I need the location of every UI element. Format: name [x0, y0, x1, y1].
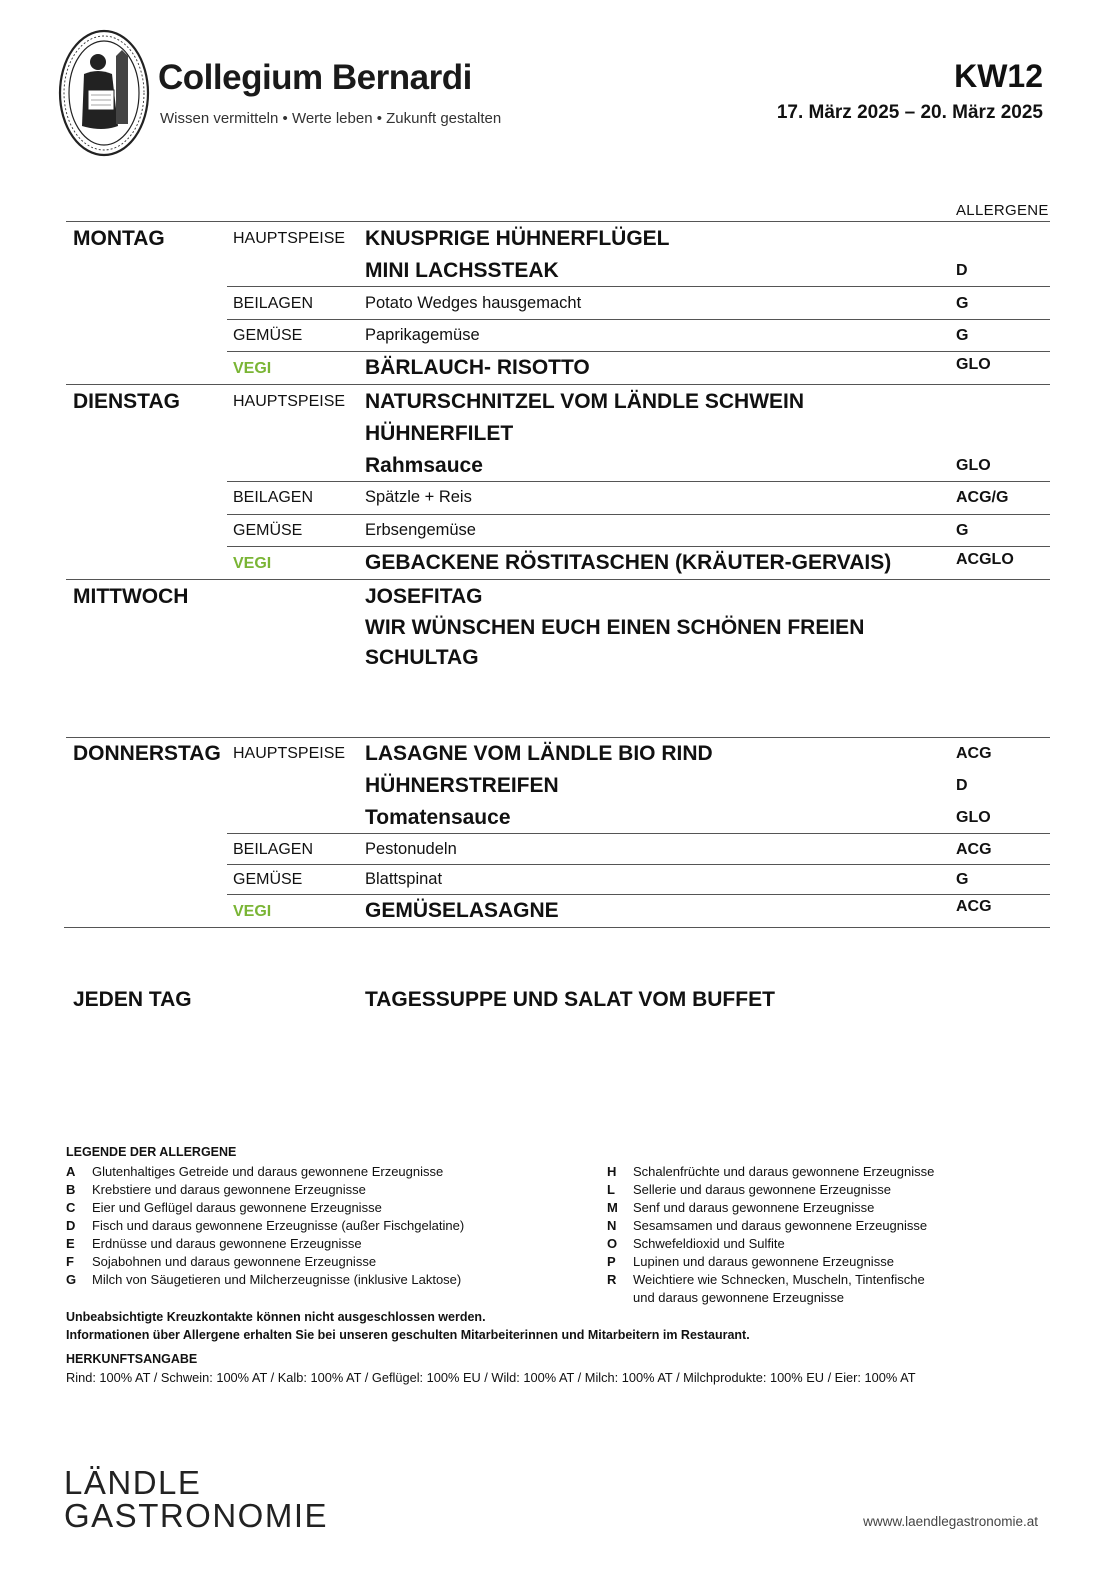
- allergen-code: G: [956, 871, 969, 888]
- laendle-gastronomie-logo: [64, 1466, 328, 1532]
- legend-title: LEGENDE DER ALLERGENE: [66, 1145, 237, 1159]
- day-label-montag: MONTAG: [73, 227, 165, 250]
- dish: Tomatensauce: [365, 806, 511, 829]
- divider: [227, 351, 1050, 352]
- college-seal-logo: [58, 28, 150, 158]
- divider: [66, 221, 1050, 222]
- allergen-code: GLO: [956, 457, 991, 474]
- daily-dish: TAGESSUPPE UND SALAT VOM BUFFET: [365, 988, 775, 1011]
- divider: [227, 481, 1050, 482]
- divider: [227, 864, 1050, 865]
- divider: [227, 319, 1050, 320]
- allergen-code: D: [956, 777, 968, 794]
- allergen-code: GLO: [956, 809, 991, 826]
- category-main: HAUPTSPEISE: [233, 393, 346, 410]
- allergen-code: D: [956, 262, 968, 279]
- dish: Spätzle + Reis: [365, 488, 472, 506]
- origin-title: HERKUNFTSANGABE: [66, 1352, 198, 1366]
- category-side: BEILAGEN: [233, 295, 314, 312]
- category-vegetable: GEMÜSE: [233, 871, 303, 888]
- allergen-code: ACGLO: [956, 551, 1014, 568]
- allergen-code: ACG: [956, 745, 992, 762]
- dish: Potato Wedges hausgemacht: [365, 294, 582, 312]
- dish: HÜHNERFILET: [365, 422, 514, 445]
- dish: NATURSCHNITZEL VOM LÄNDLE SCHWEIN: [365, 390, 805, 413]
- dish: Erbsengemüse: [365, 521, 476, 539]
- brand-tagline: Wissen vermitteln • Werte leben • Zukunft gestalten: [160, 110, 502, 127]
- dish: KNUSPRIGE HÜHNERFLÜGEL: [365, 227, 670, 250]
- category-vegi: VEGI: [233, 903, 272, 920]
- allergen-code: GLO: [956, 356, 991, 373]
- allergen-column-header: ALLERGENE: [956, 202, 1049, 219]
- holiday-note: JOSEFITAG: [365, 585, 483, 608]
- divider: [227, 546, 1050, 547]
- divider: [64, 927, 1050, 928]
- origin-text: Rind: 100% AT / Schwein: 100% AT / Kalb: 100% AT / Geflügel: 100% EU / Wild: 100% AT / Milch: 100% AT / Milchprodukte: 100% EU / Eier: 100% AT: [66, 1370, 916, 1385]
- allergen-code: G: [956, 327, 969, 344]
- divider: [66, 737, 1050, 738]
- divider: [66, 384, 1050, 385]
- week-number: KW12: [954, 58, 1043, 94]
- day-label-mittwoch: MITTWOCH: [73, 585, 189, 608]
- dish: LASAGNE VOM LÄNDLE BIO RIND: [365, 742, 713, 765]
- divider: [227, 286, 1050, 287]
- dish: Paprikagemüse: [365, 326, 480, 344]
- logo-line: GASTRONOMIE: [64, 1497, 329, 1534]
- brand-name: Collegium Bernardi: [158, 58, 472, 97]
- category-side: BEILAGEN: [233, 489, 314, 506]
- category-vegetable: GEMÜSE: [233, 327, 303, 344]
- divider: [66, 579, 1050, 580]
- dish: MINI LACHSSTEAK: [365, 259, 559, 282]
- category-main: HAUPTSPEISE: [233, 230, 346, 247]
- holiday-note: WIR WÜNSCHEN EUCH EINEN SCHÖNEN FREIEN: [365, 616, 865, 639]
- dish: Rahmsauce: [365, 454, 483, 477]
- divider: [227, 894, 1050, 895]
- dish: GEMÜSELASAGNE: [365, 899, 559, 922]
- dish: HÜHNERSTREIFEN: [365, 774, 559, 797]
- date-range: 17. März 2025 – 20. März 2025: [776, 102, 1043, 123]
- divider: [227, 833, 1050, 834]
- logo-line: LÄNDLE: [64, 1464, 202, 1501]
- allergen-code: ACG: [956, 841, 992, 858]
- category-vegetable: GEMÜSE: [233, 522, 303, 539]
- allergen-code: ACG: [956, 898, 992, 915]
- allergen-code: G: [956, 295, 969, 312]
- cross-contact-note: Unbeabsichtigte Kreuzkontakte können nicht ausgeschlossen werden.: [66, 1310, 486, 1324]
- category-vegi: VEGI: [233, 555, 272, 572]
- dish: Pestonudeln: [365, 840, 457, 858]
- divider: [227, 514, 1050, 515]
- dish: Blattspinat: [365, 870, 443, 888]
- category-main: HAUPTSPEISE: [233, 745, 346, 762]
- dish: GEBACKENE RÖSTITASCHEN (KRÄUTER-GERVAIS): [365, 551, 892, 574]
- allergen-code: G: [956, 522, 969, 539]
- category-side: BEILAGEN: [233, 841, 314, 858]
- day-label-jeden-tag: JEDEN TAG: [73, 988, 192, 1011]
- website-link[interactable]: wwww.laendlegastronomie.at: [863, 1514, 1038, 1529]
- day-label-dienstag: DIENSTAG: [73, 390, 180, 413]
- allergen-info-note: Informationen über Allergene erhalten Sie bei unseren geschulten Mitarbeiterinnen und Mitarbeitern im Restaurant.: [66, 1328, 750, 1342]
- day-label-donnerstag: DONNERSTAG: [73, 742, 221, 765]
- category-vegi: VEGI: [233, 360, 272, 377]
- allergen-code: ACG/G: [956, 489, 1009, 506]
- dish: BÄRLAUCH- RISOTTO: [365, 356, 590, 379]
- holiday-note: SCHULTAG: [365, 646, 479, 669]
